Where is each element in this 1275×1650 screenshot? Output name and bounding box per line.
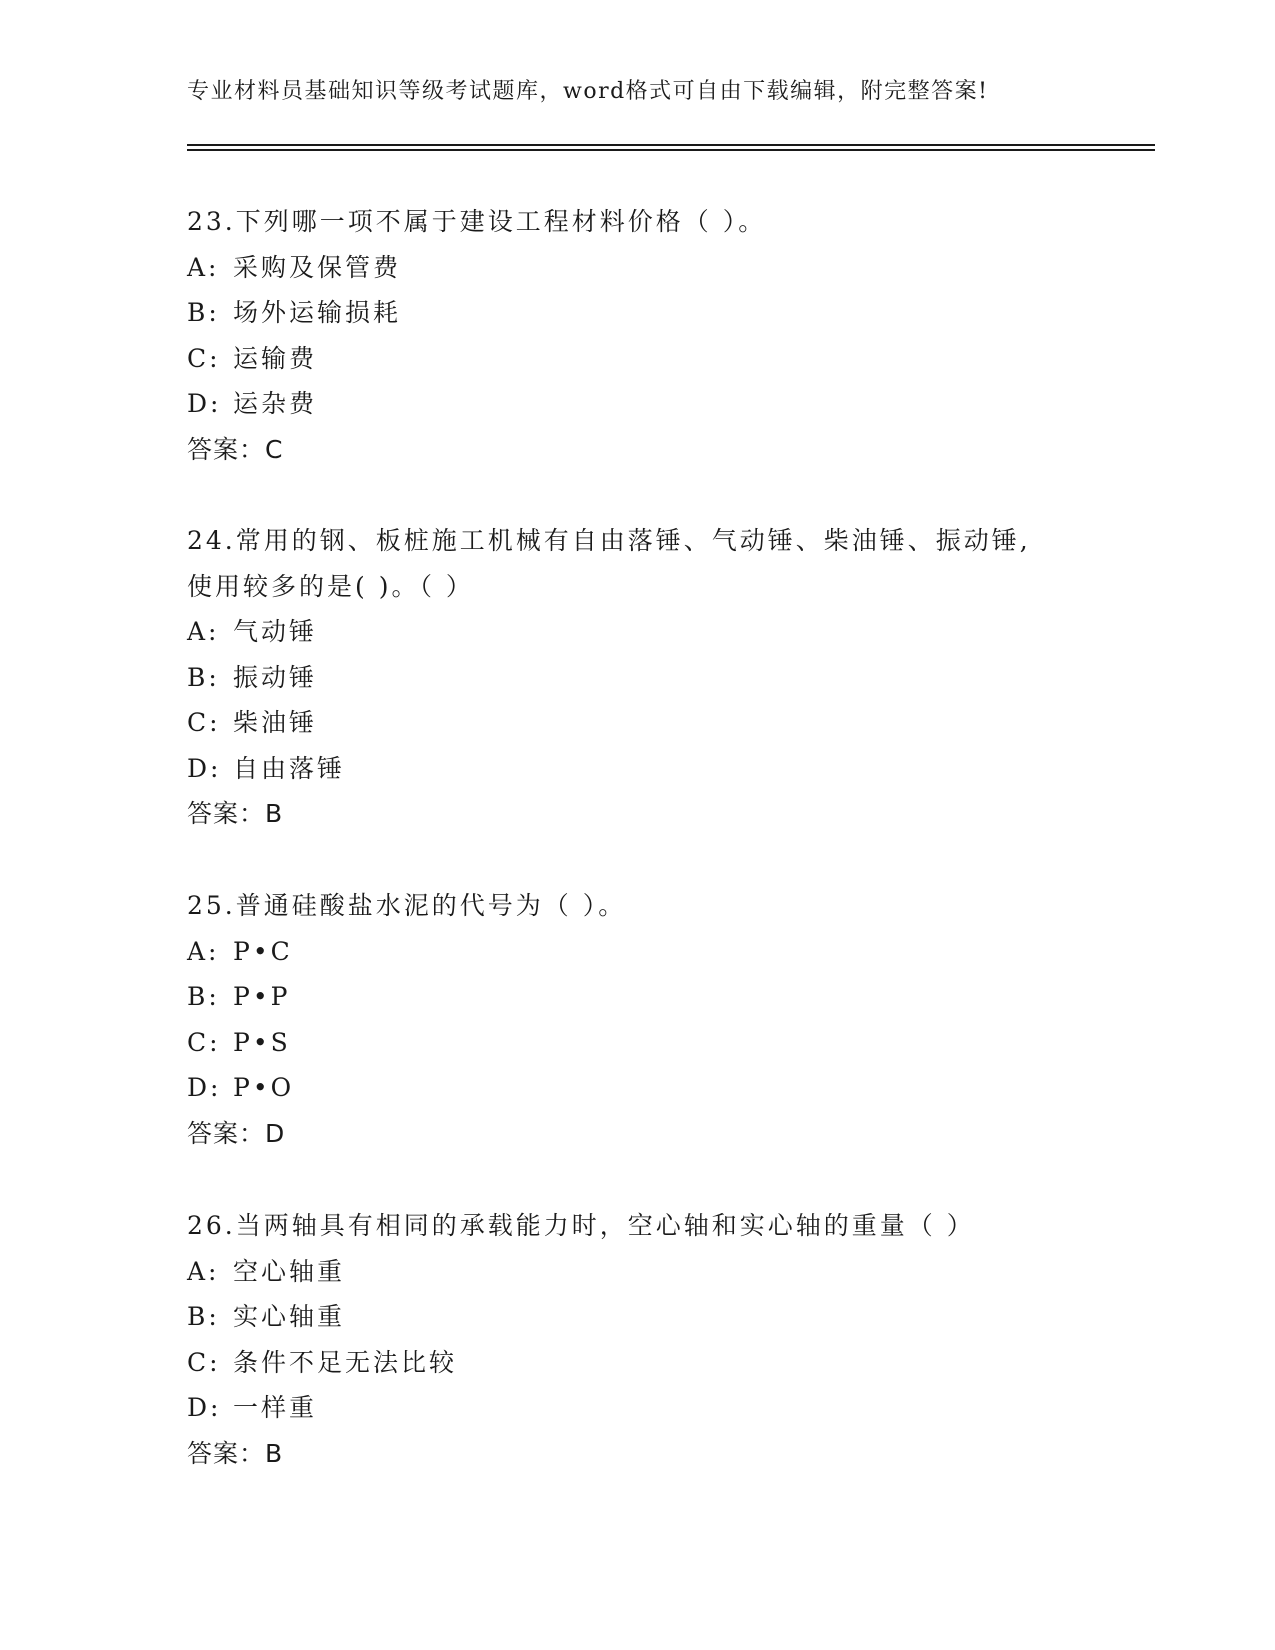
option-text: 一样重	[233, 1393, 318, 1422]
page-header: 专业材料员基础知识等级考试题库，word格式可自由下载编辑，附完整答案!	[187, 79, 989, 104]
option-letter: B:	[187, 662, 220, 692]
option-c	[187, 1340, 1087, 1386]
option-c	[187, 336, 1087, 382]
option-a	[187, 609, 1087, 655]
option-letter: A:	[187, 936, 220, 966]
option-letter: B:	[187, 298, 220, 327]
question-stem: 23.下列哪一项不属于建设工程材料价格（ ）。	[187, 207, 767, 236]
question-stem-continued: 使用较多的是( )。（ ）	[187, 571, 474, 601]
option-letter: C:	[187, 1347, 221, 1377]
option-text: 运杂费	[233, 389, 318, 418]
option-b	[187, 290, 1087, 336]
option-letter: B:	[187, 982, 220, 1011]
option-text: 振动锤	[233, 662, 318, 692]
option-b	[187, 974, 1087, 1020]
option-text: P•P	[233, 982, 291, 1011]
option-letter: D:	[187, 753, 222, 783]
option-text: 自由落锤	[233, 753, 346, 783]
answer-line: 答案：C	[187, 434, 284, 464]
option-b	[187, 1294, 1087, 1340]
question-24	[187, 518, 1087, 837]
option-text: 柴油锤	[233, 708, 318, 737]
question-26	[187, 1203, 1087, 1476]
option-b	[187, 655, 1087, 701]
option-text: P•C	[233, 936, 293, 966]
option-text: 采购及保管费	[233, 252, 402, 282]
option-text: P•O	[233, 1073, 295, 1102]
option-letter: C:	[187, 343, 221, 373]
option-text: P•S	[233, 1027, 291, 1057]
answer-line: 答案：B	[187, 799, 284, 828]
question-stem: 25.普通硅酸盐水泥的代号为（ ）。	[187, 891, 627, 920]
option-a	[187, 929, 1087, 975]
question-23	[187, 199, 1087, 472]
option-c	[187, 700, 1087, 746]
option-letter: D:	[187, 1393, 222, 1422]
option-letter: D:	[187, 389, 222, 418]
answer-line: 答案：D	[187, 1118, 286, 1148]
option-a	[187, 245, 1087, 291]
header-rule-top	[187, 144, 1155, 146]
option-letter: C:	[187, 708, 221, 737]
option-text: 条件不足无法比较	[233, 1347, 458, 1377]
option-d	[187, 1065, 1087, 1111]
question-stem: 24.常用的钢、板桩施工机械有自由落锤、气动锤、柴油锤、振动锤,	[187, 526, 1031, 555]
option-c	[187, 1020, 1087, 1066]
option-d	[187, 1385, 1087, 1431]
option-letter: A:	[187, 1256, 220, 1286]
header-rule-bottom	[187, 149, 1155, 151]
option-letter: A:	[187, 617, 220, 646]
option-letter: D:	[187, 1073, 222, 1102]
option-a	[187, 1249, 1087, 1295]
question-stem: 26.当两轴具有相同的承载能力时，空心轴和实心轴的重量（ ）	[187, 1211, 975, 1240]
option-d	[187, 381, 1087, 427]
option-d	[187, 746, 1087, 792]
option-letter: C:	[187, 1027, 221, 1057]
option-text: 空心轴重	[233, 1256, 346, 1286]
option-text: 实心轴重	[233, 1302, 346, 1331]
option-text: 气动锤	[233, 617, 318, 646]
option-text: 运输费	[233, 343, 318, 373]
option-letter: B:	[187, 1302, 220, 1331]
question-25	[187, 883, 1087, 1156]
option-letter: A:	[187, 252, 220, 282]
answer-line: 答案：B	[187, 1438, 284, 1468]
option-text: 场外运输损耗	[233, 298, 402, 327]
